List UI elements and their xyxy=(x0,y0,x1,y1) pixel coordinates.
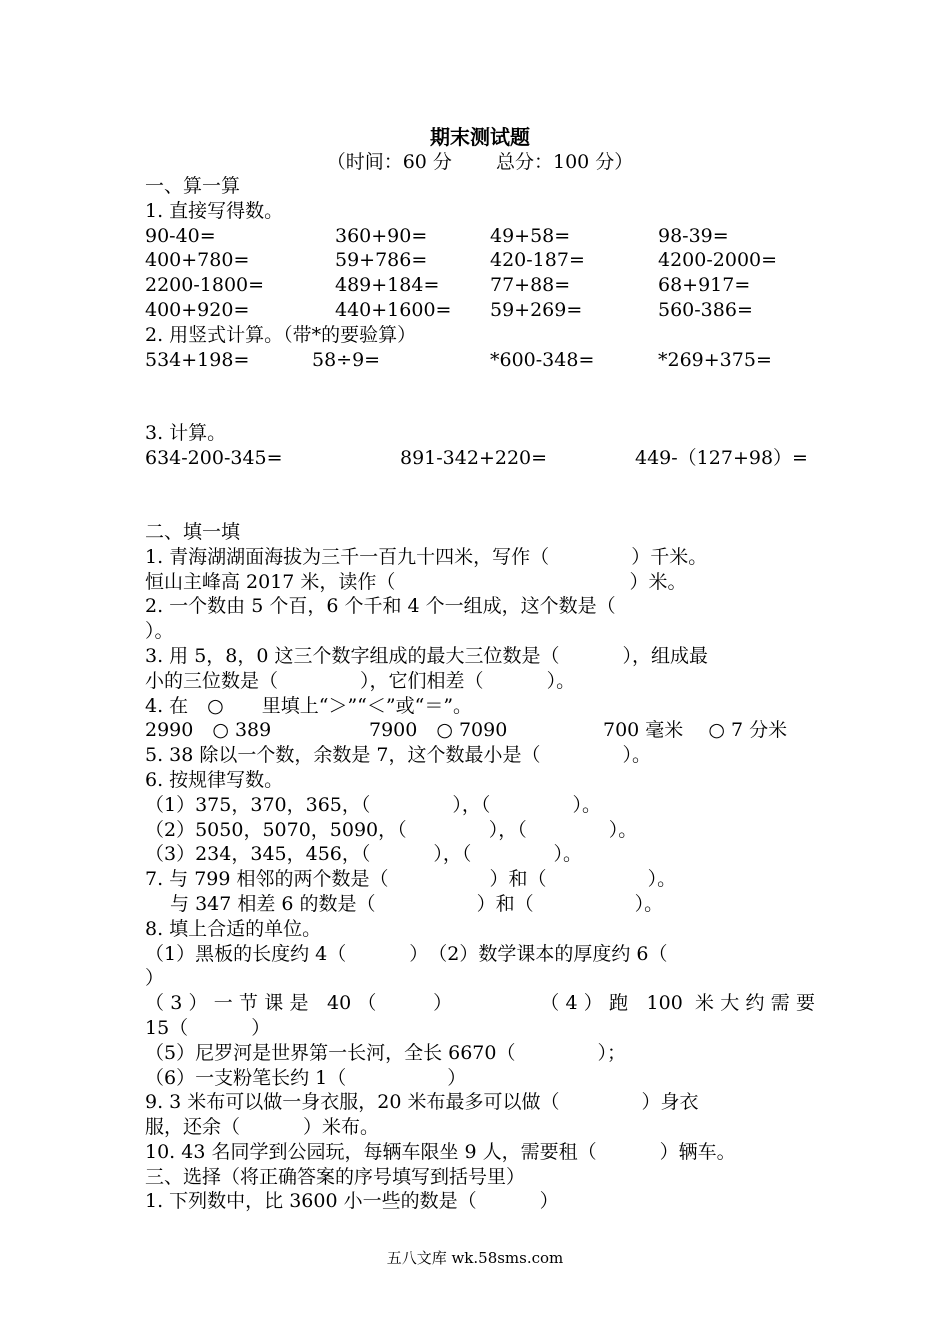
question-label: 1. 直接写得数。 xyxy=(145,199,284,222)
question-label: 3. 计算。 xyxy=(145,422,227,445)
compare-item: 7900 ○ 7090 xyxy=(369,719,508,742)
calc-item: 2200-1800= xyxy=(145,274,265,297)
question-line: （2）5050，5070，5090，（ ），（ ）。 xyxy=(145,818,638,841)
calc-item: *600-348= xyxy=(490,348,595,371)
calc-item: 360+90= xyxy=(335,224,428,247)
section-heading: 二、填一填 xyxy=(145,520,241,543)
question-line: 10. 43 名同学到公园玩，每辆车限坐 9 人，需要租（ ）辆车。 xyxy=(145,1140,736,1163)
question-line: 6. 按规律写数。 xyxy=(145,768,284,791)
question-line: （5）尼罗河是世界第一长河，全长 6670（ ）； xyxy=(145,1041,627,1064)
calc-item: 68+917= xyxy=(658,274,751,297)
calc-item: 534+198= xyxy=(145,348,250,371)
calc-item: 891-342+220= xyxy=(400,447,548,470)
answer-space xyxy=(145,471,815,520)
question-line: （1）黑板的长度约 4（ ） （2）数学课本的厚度约 6（ xyxy=(145,942,668,965)
calc-item: 560-386= xyxy=(658,298,753,321)
document-content xyxy=(145,124,815,1214)
question-line: 1. 青海湖湖面海拔为三千一百九十四米，写作（ ）千米。 xyxy=(145,545,708,568)
calc-item: 77+88= xyxy=(490,274,571,297)
question-line: （3）234，345，456，（ ），（ ）。 xyxy=(145,843,582,866)
compare-item: 2990 ○ 389 xyxy=(145,719,272,742)
question-line: 15（ ） xyxy=(145,1016,271,1039)
question-line: 3. 用 5，8，0 这三个数字组成的最大三位数是（ ），组成最 xyxy=(145,644,709,667)
section-heading: 三、选择（将正确答案的序号填写到括号里） xyxy=(145,1165,526,1188)
question-line: ） xyxy=(145,967,165,990)
question-line: 服，还余（ ）米布。 xyxy=(145,1116,380,1139)
calc-item: 489+184= xyxy=(335,274,440,297)
question-line: （1）375，370，365，（ ），（ ）。 xyxy=(145,793,601,816)
question-line: 与 347 相差 6 的数是（ ）和（ ）。 xyxy=(145,892,664,915)
calc-item: *269+375= xyxy=(658,348,772,371)
question-line: 小的三位数是（ ），它们相差（ ）。 xyxy=(145,669,576,692)
question-line: 5. 38 除以一个数，余数是 7，这个数最小是（ ）。 xyxy=(145,744,652,767)
calc-row xyxy=(145,348,815,373)
calc-item: 98-39= xyxy=(658,224,729,247)
question-line: 恒山主峰高 2017 米，读作（ ）米。 xyxy=(145,570,687,593)
question-line: 9. 3 米布可以做一身衣服，20 米布最多可以做（ ）身衣 xyxy=(145,1091,699,1114)
question-line: 7. 与 799 相邻的两个数是（ ）和（ ）。 xyxy=(145,868,677,891)
calc-item: 4200-2000= xyxy=(658,249,778,272)
calc-item: 449-（127+98）= xyxy=(635,447,808,470)
answer-space xyxy=(145,372,815,421)
question-line: （3）一节课是 40（ ） （4）跑 100 米大约需要 xyxy=(145,992,815,1015)
compare-item: 700 毫米 ○ 7 分米 xyxy=(603,719,788,742)
question-label: 2. 用竖式计算。（带*的要验算） xyxy=(145,323,417,346)
calc-item: 49+58= xyxy=(490,224,571,247)
calc-row xyxy=(145,273,815,298)
calc-item: 59+269= xyxy=(490,298,583,321)
question-line: 4. 在 ○ 里填上“＞”“＜”或“＝”。 xyxy=(145,694,473,717)
calc-item: 634-200-345= xyxy=(145,447,283,470)
question-line: 2. 一个数由 5 个百，6 个千和 4 个一组成，这个数是（ xyxy=(145,595,616,618)
page-title: 期末测试题 xyxy=(430,125,530,149)
calc-item: 90-40= xyxy=(145,224,216,247)
calc-row xyxy=(145,446,815,471)
calc-row xyxy=(145,224,815,249)
compare-row xyxy=(145,718,815,743)
page-footer: 五八文库 wk.58sms.com xyxy=(386,1249,564,1267)
section-heading: 一、算一算 xyxy=(145,175,241,197)
calc-item: 58÷9= xyxy=(312,348,381,371)
question-line: ）。 xyxy=(145,620,174,643)
calc-item: 420-187= xyxy=(490,249,585,272)
question-line: 1. 下列数中，比 3600 小一些的数是（ ） xyxy=(145,1190,559,1213)
calc-item: 440+1600= xyxy=(335,298,452,321)
question-line: 8. 填上合适的单位。 xyxy=(145,917,322,940)
calc-row xyxy=(145,248,815,273)
calc-item: 400+780= xyxy=(145,249,250,272)
calc-row xyxy=(145,298,815,323)
calc-item: 59+786= xyxy=(335,249,428,272)
question-line: （6）一支粉笔长约 1（ ） xyxy=(145,1066,467,1089)
page-subtitle: （时间：60 分 总分：100 分） xyxy=(326,151,634,173)
calc-item: 400+920= xyxy=(145,298,250,321)
